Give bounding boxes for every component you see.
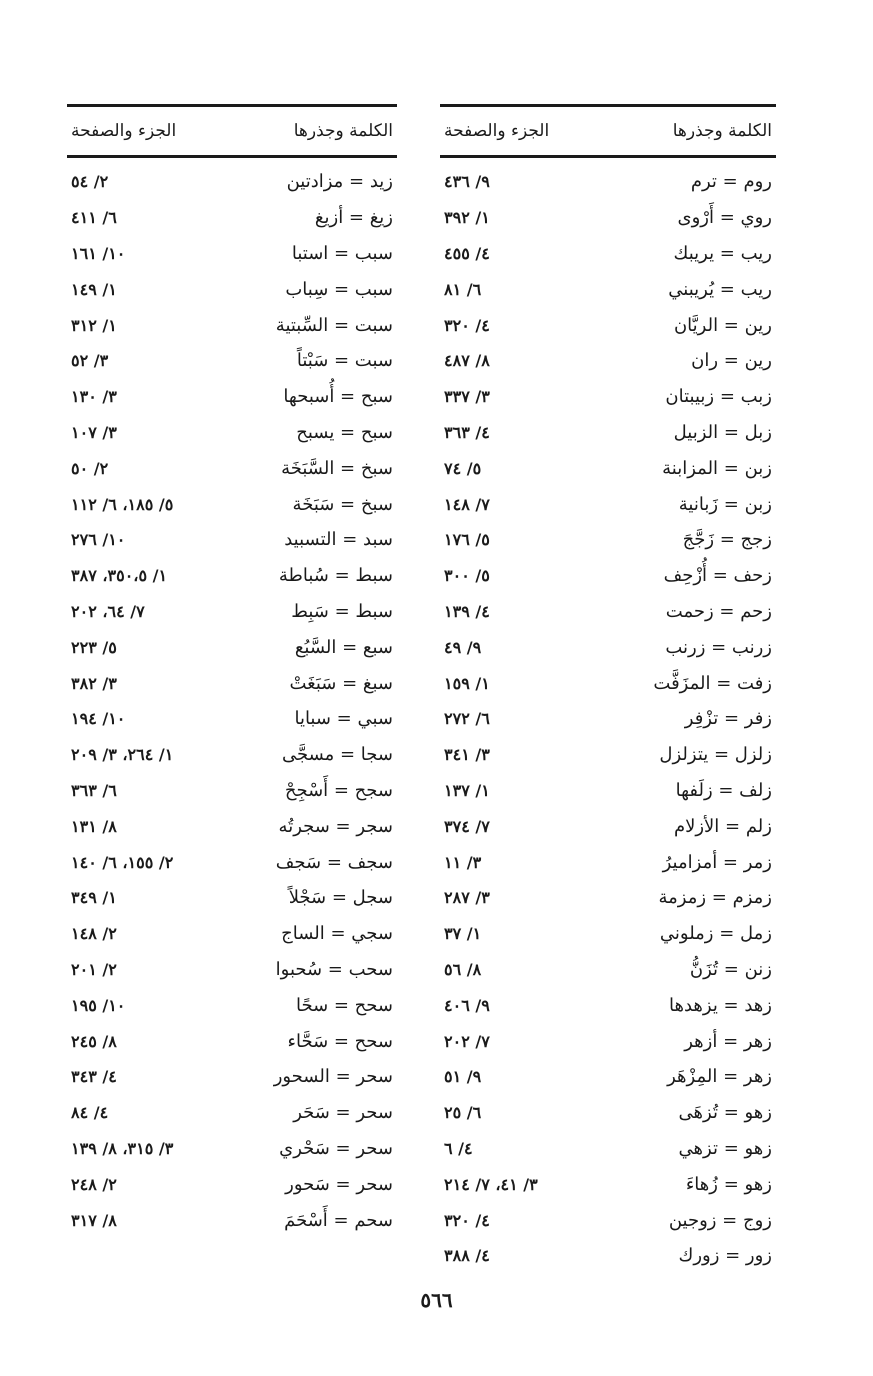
entry-reference: ١٠/ ١٩٤: [71, 709, 126, 729]
entry-word: سبب = استبا: [291, 242, 393, 264]
table-row: [67, 450, 397, 486]
entry-reference: ٣/ ٣١٥، ٨/ ١٣٩: [71, 1138, 174, 1158]
table-row: [67, 236, 397, 272]
table-row: [67, 379, 397, 415]
table-row: [67, 701, 397, 737]
entry-reference: ١/ ٣٧: [444, 924, 482, 944]
entry-word: سحر = سَحَر: [293, 1102, 393, 1124]
entry-word: زمزم = زمزمة: [658, 887, 772, 909]
entry-word: زور = زورك: [678, 1245, 772, 1267]
page-number: ٥٦٦: [420, 1288, 453, 1312]
table-row: [67, 415, 397, 451]
table-row: [440, 1166, 776, 1202]
table-row: [440, 415, 776, 451]
entry-reference: ٤/ ٣٢٠: [444, 315, 490, 335]
index-table-right: [440, 104, 776, 1274]
entry-reference: ٣/ ٥٢: [71, 351, 109, 371]
table-row: [440, 844, 776, 880]
entry-word: سبب = سِباب: [285, 278, 393, 300]
table-row: [67, 629, 397, 665]
table-row: [440, 987, 776, 1023]
table-row: [67, 808, 397, 844]
table-row: [440, 271, 776, 307]
entry-word: زهد = يزهدها: [668, 994, 772, 1016]
entry-word: سبط = سُباطة: [278, 565, 393, 587]
entry-word: زهو = تزهي: [678, 1137, 772, 1159]
entry-reference: ٧/ ١٤٨: [444, 494, 490, 514]
entry-word: روم = ترم: [690, 171, 772, 193]
entry-word: زفر = تزْفِر: [684, 708, 772, 730]
entry-word: سبي = سبايا: [294, 708, 393, 730]
entry-word: زلف = زلَفها: [675, 779, 772, 801]
entry-word: زيغ = أزيغ: [314, 207, 393, 229]
entry-reference: ٥/ ٧٤: [444, 458, 482, 478]
entry-reference: ٨/ ٥٦: [444, 959, 482, 979]
entry-word: سحر = سَحور: [285, 1173, 393, 1195]
entry-reference: ١٠/ ٢٧٦: [71, 530, 126, 550]
entry-word: زمر = أمزاميرُ: [662, 851, 772, 873]
entry-reference: ٩/ ٤٩: [444, 637, 482, 657]
entry-word: زوج = زوجين: [668, 1209, 772, 1231]
entry-reference: ٣/ ١٣٠: [71, 387, 117, 407]
table-row: [67, 307, 397, 343]
header-word-root: الكلمة وجذرها: [293, 121, 393, 141]
entry-reference: ٩/ ٤٣٦: [444, 172, 490, 192]
table-row: [440, 486, 776, 522]
table-row: [67, 1131, 397, 1167]
entry-word: سجح = أَسْجِحْ: [284, 779, 393, 801]
entry-reference: ٧/ ٢٠٢: [444, 1031, 490, 1051]
entry-reference: ١/ ٣٥٠،٥، ٣٨٧: [71, 566, 168, 586]
table-row: [67, 665, 397, 701]
entry-word: سبح = أُسبحها: [283, 386, 393, 408]
table-row: [440, 665, 776, 701]
entry-word: سبخ = سَبَخَة: [292, 493, 393, 515]
entry-reference: ٣/ ٣٤١: [444, 745, 490, 765]
entry-word: سجل = سَجْلاً: [288, 887, 393, 909]
table-row: [440, 164, 776, 200]
entry-word: سجر = سجرتُه: [278, 815, 393, 837]
table-rows: [440, 158, 776, 1274]
entry-word: سحر = سَحْري: [279, 1137, 393, 1159]
entry-reference: ٨/ ٣١٧: [71, 1210, 117, 1230]
entry-word: زلزل = يتزلزل: [659, 744, 772, 766]
table-header: [440, 107, 776, 155]
entry-reference: ٤/ ٣٤٣: [71, 1067, 117, 1087]
entry-reference: ٤/ ١٣٩: [444, 601, 490, 621]
entry-reference: ٣/ ٢٨٧: [444, 888, 490, 908]
header-volume-page: الجزء والصفحة: [444, 121, 550, 141]
entry-word: سبت = سَبْتاً: [296, 350, 393, 372]
entry-word: زهو = تُزهَى: [678, 1102, 772, 1124]
table-row: [440, 773, 776, 809]
table-row: [67, 594, 397, 630]
table-row: [440, 1095, 776, 1131]
entry-word: زمل = زملوني: [659, 923, 772, 945]
entry-reference: ٦/ ٤١١: [71, 208, 117, 228]
entry-reference: ١/ ١٤٩: [71, 279, 117, 299]
table-row: [67, 200, 397, 236]
entry-word: ريب = يريبك: [673, 242, 772, 264]
entry-word: زبب = زبيبتان: [665, 386, 772, 408]
entry-word: سجا = مسجَّى: [281, 744, 393, 766]
entry-word: سبط = سَبِط: [291, 600, 393, 622]
entry-reference: ٤/ ٦: [444, 1138, 473, 1158]
entry-word: سحح = سَحَّاء: [287, 1030, 393, 1052]
table-row: [440, 379, 776, 415]
table-rows: [67, 158, 397, 1238]
entry-reference: ٨/ ٢٤٥: [71, 1031, 117, 1051]
entry-reference: ١٠/ ١٩٥: [71, 995, 126, 1015]
table-row: [67, 1095, 397, 1131]
entry-word: زنن = تُزَنُّ: [689, 958, 772, 980]
table-row: [440, 880, 776, 916]
entry-reference: ٦/ ٢٧٢: [444, 709, 490, 729]
entry-reference: ٥/ ١٧٦: [444, 530, 490, 550]
entry-word: زفت = المزَفَّت: [653, 672, 772, 694]
entry-word: رين = ران: [691, 350, 772, 372]
table-row: [440, 916, 776, 952]
table-row: [67, 343, 397, 379]
table-row: [440, 737, 776, 773]
entry-word: زبل = الزبيل: [673, 421, 772, 443]
table-row: [67, 271, 397, 307]
entry-reference: ١/ ١٥٩: [444, 673, 490, 693]
table-row: [440, 558, 776, 594]
entry-word: زحم = زحمت: [665, 600, 772, 622]
table-row: [440, 450, 776, 486]
table-row: [440, 236, 776, 272]
entry-reference: ٦/ ٢٥: [444, 1103, 482, 1123]
table-row: [67, 1023, 397, 1059]
entry-reference: ٣/ ٤١، ٧/ ٢١٤: [444, 1174, 538, 1194]
entry-reference: ٦/ ٣٦٣: [71, 780, 117, 800]
entry-reference: ٢/ ٢٠١: [71, 959, 117, 979]
entry-word: زجج = زَجَّجَ: [682, 529, 772, 551]
entry-word: زلم = الأزلام: [673, 815, 772, 837]
table-row: [440, 1059, 776, 1095]
entry-reference: ٤/ ٣٢٠: [444, 1210, 490, 1230]
entry-reference: ١/ ٣٤٩: [71, 888, 117, 908]
entry-reference: ٥/ ٣٠٠: [444, 566, 490, 586]
entry-reference: ٢/ ١٤٨: [71, 924, 117, 944]
entry-word: سبخ = السَّبَخَة: [281, 457, 393, 479]
table-row: [440, 1131, 776, 1167]
entry-word: سبح = يسبح: [296, 421, 393, 443]
entry-word: زهو = زُهاءَ: [685, 1173, 772, 1195]
entry-word: زبن = المزابنة: [662, 457, 772, 479]
table-row: [67, 522, 397, 558]
entry-reference: ٢/ ٢٤٨: [71, 1174, 117, 1194]
entry-reference: ١٠/ ١٦١: [71, 243, 126, 263]
entry-reference: ٨/ ١٣١: [71, 816, 117, 836]
index-table-left: [67, 104, 397, 1238]
entry-reference: ٣/ ٣٣٧: [444, 387, 490, 407]
entry-reference: ٤/ ٣٨٨: [444, 1246, 490, 1266]
entry-reference: ٥/ ٢٢٣: [71, 637, 117, 657]
entry-reference: ١/ ٣٩٢: [444, 208, 490, 228]
entry-reference: ١/ ٣١٢: [71, 315, 117, 335]
table-row: [67, 737, 397, 773]
entry-word: ريب = يُريبني: [668, 278, 772, 300]
table-row: [67, 987, 397, 1023]
table-row: [67, 486, 397, 522]
entry-reference: ١/ ٢٦٤، ٣/ ٢٠٩: [71, 745, 174, 765]
table-row: [67, 844, 397, 880]
entry-word: زهر = المِزْهَر: [667, 1066, 772, 1088]
entry-reference: ٩/ ٥١: [444, 1067, 482, 1087]
entry-word: سحر = السحور: [273, 1066, 393, 1088]
entry-word: زيد = مزادتين: [286, 171, 393, 193]
entry-reference: ١/ ١٣٧: [444, 780, 490, 800]
table-row: [67, 1202, 397, 1238]
entry-reference: ٣/ ١١: [444, 852, 482, 872]
entry-reference: ٤/ ٤٥٥: [444, 243, 490, 263]
entry-reference: ٤/ ٣٦٣: [444, 422, 490, 442]
entry-reference: ٤/ ٨٤: [71, 1103, 109, 1123]
table-row: [440, 200, 776, 236]
table-row: [67, 1059, 397, 1095]
entry-reference: ٧/ ٣٧٤: [444, 816, 490, 836]
table-header: [67, 107, 397, 155]
table-row: [440, 952, 776, 988]
entry-word: سحب = سُحبوا: [275, 958, 393, 980]
table-row: [440, 701, 776, 737]
header-volume-page: الجزء والصفحة: [71, 121, 177, 141]
entry-word: روي = أَرْوى: [677, 207, 772, 229]
entry-word: زهر = أزهر: [684, 1030, 772, 1052]
entry-reference: ٧/ ٦٤، ٢٠٢: [71, 601, 145, 621]
entry-word: زرنب = زرنب: [665, 636, 772, 658]
table-row: [440, 522, 776, 558]
entry-reference: ٣/ ٣٨٢: [71, 673, 117, 693]
entry-word: سحح = سحًا: [295, 994, 393, 1016]
entry-reference: ٣/ ١٠٧: [71, 422, 117, 442]
entry-word: زحف = أُزْحِف: [663, 565, 772, 587]
table-row: [440, 1202, 776, 1238]
entry-word: سجي = الساج: [281, 923, 393, 945]
table-row: [440, 808, 776, 844]
table-row: [440, 1023, 776, 1059]
table-row: [440, 629, 776, 665]
entry-reference: ٥/ ١٨٥، ٦/ ١١٢: [71, 494, 174, 514]
table-row: [67, 164, 397, 200]
table-row: [67, 880, 397, 916]
table-row: [67, 952, 397, 988]
entry-word: سبد = التسبيد: [284, 529, 393, 551]
entry-reference: ٢/ ٥٠: [71, 458, 109, 478]
table-row: [67, 558, 397, 594]
entry-reference: ٨/ ٤٨٧: [444, 351, 490, 371]
entry-word: سبت = السِّبتية: [275, 314, 393, 336]
entry-word: سحم = أَسْحَمَ: [284, 1209, 393, 1231]
entry-reference: ٦/ ٨١: [444, 279, 482, 299]
entry-reference: ٢/ ٥٤: [71, 172, 109, 192]
table-row: [440, 1238, 776, 1274]
entry-reference: ٢/ ١٥٥، ٦/ ١٤٠: [71, 852, 174, 872]
entry-word: زبن = زَبانية: [678, 493, 772, 515]
entry-word: سجف = سَجف: [275, 851, 393, 873]
header-word-root: الكلمة وجذرها: [672, 121, 772, 141]
table-row: [440, 307, 776, 343]
table-row: [440, 594, 776, 630]
table-row: [440, 343, 776, 379]
entry-word: رين = الريَّان: [673, 314, 772, 336]
table-row: [67, 916, 397, 952]
table-row: [67, 1166, 397, 1202]
table-row: [67, 773, 397, 809]
entry-word: سبع = السَّبُع: [294, 636, 393, 658]
entry-reference: ٩/ ٤٠٦: [444, 995, 490, 1015]
entry-word: سبغ = سَبَغَتْ: [289, 672, 393, 694]
